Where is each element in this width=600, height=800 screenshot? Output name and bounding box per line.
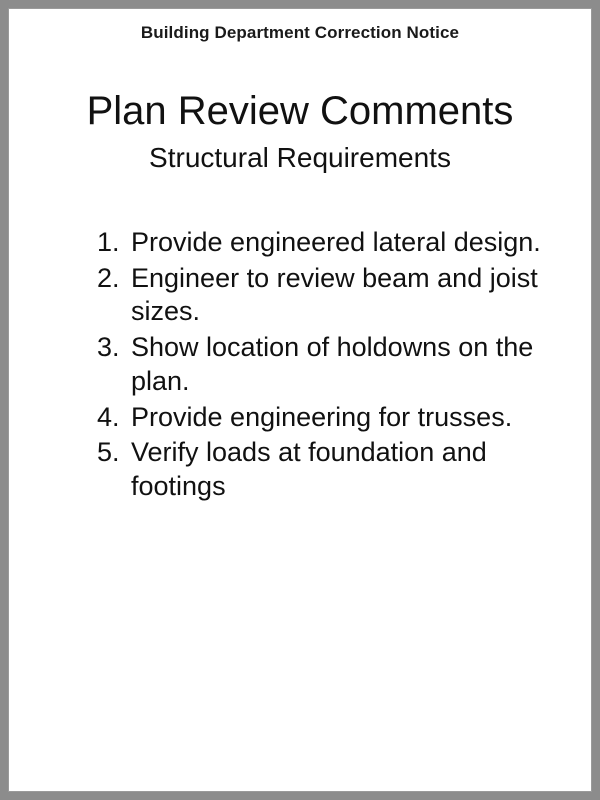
list-item (97, 262, 551, 330)
page-title: Plan Review Comments (86, 89, 514, 133)
list-item-number: 4. (97, 401, 120, 432)
comments-list (9, 226, 591, 504)
list-item-text: Verify loads at foundation and footings (131, 437, 487, 502)
list-item-text: Show location of holdowns on the plan. (131, 332, 534, 396)
list-item (97, 226, 551, 260)
document-page (8, 8, 592, 792)
page-subtitle: Structural Requirements (149, 142, 451, 173)
list-item-number: 2. (97, 262, 120, 293)
list-item (97, 436, 551, 504)
document-header: Building Department Correction Notice (140, 23, 460, 42)
list-item (97, 331, 551, 399)
list-item-text: Engineer to review beam and joist sizes. (131, 262, 538, 327)
list-item (97, 401, 551, 435)
list-item-text: Provide engineering for trusses. (131, 401, 513, 432)
list-item-number: 1. (97, 226, 120, 257)
list-item-text: Provide engineered lateral design. (131, 226, 541, 257)
list-item-number: 5. (97, 437, 120, 468)
list-item-number: 3. (97, 332, 120, 363)
